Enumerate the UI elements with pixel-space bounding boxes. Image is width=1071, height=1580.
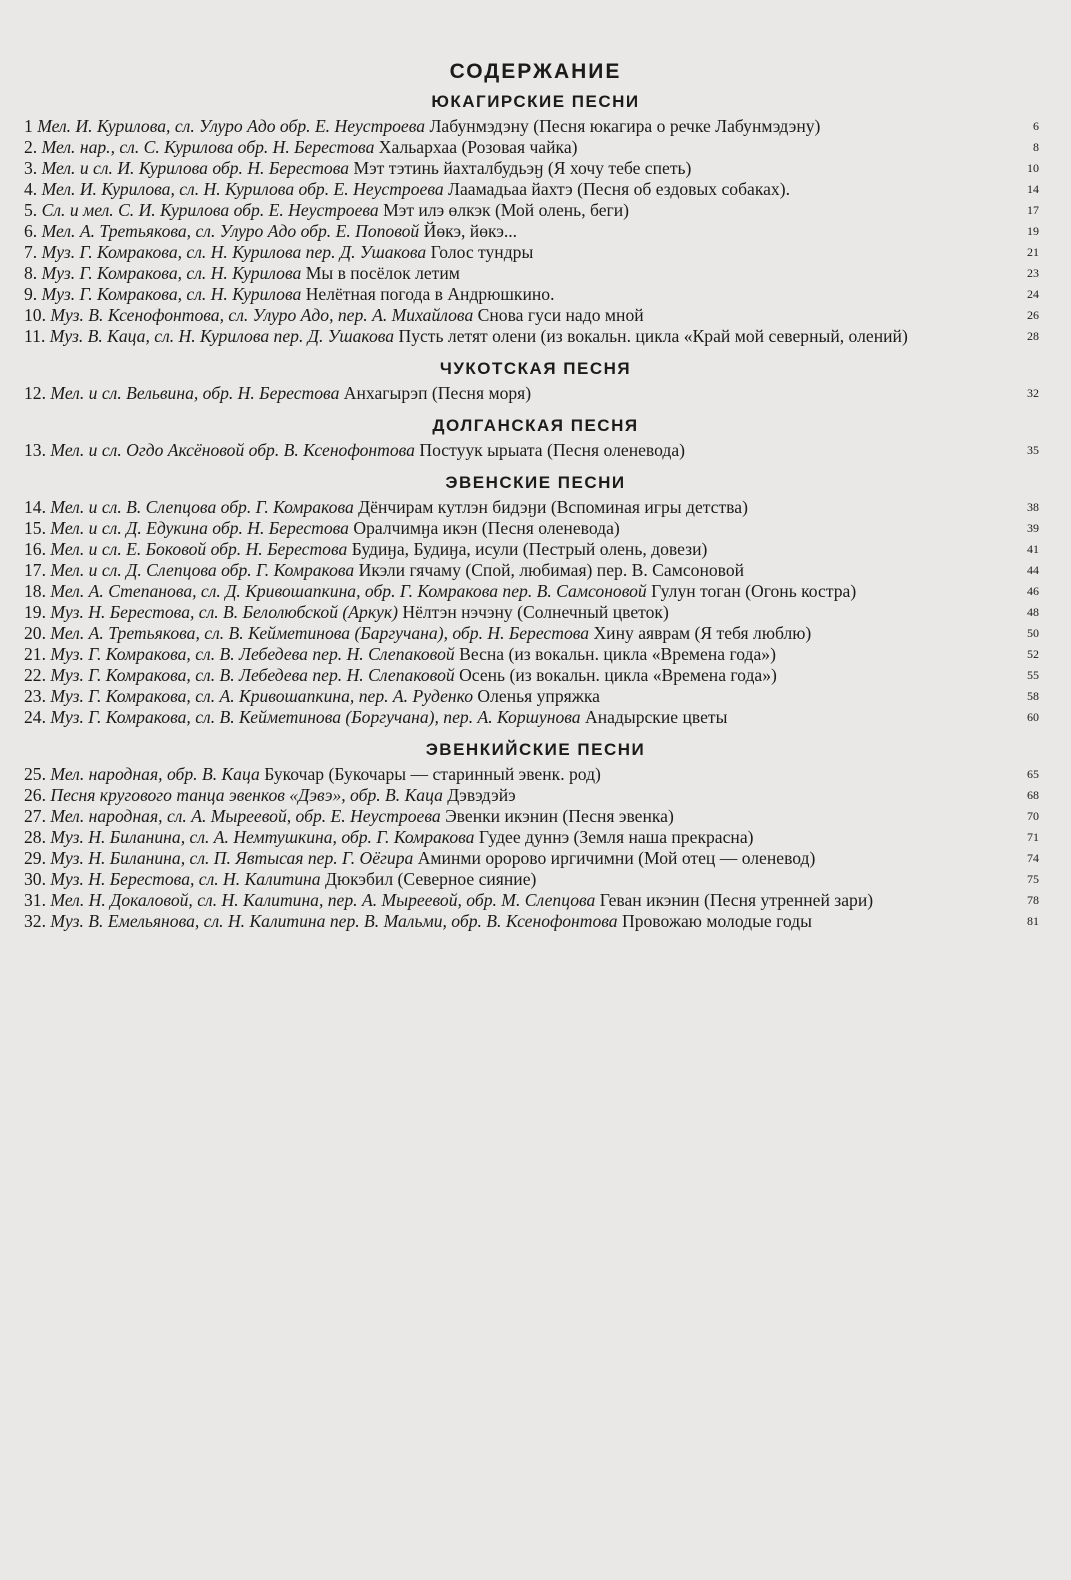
entry-page-number: 44 [1027,563,1039,577]
section-gap [0,404,1071,412]
entry-title: Хину аяврам (Я тебя люблю) [593,623,812,643]
entry-authors: Мел. А. Третьякова, сл. В. Кейметинова (Баргучана), обр. Н. Берестова [50,623,590,643]
entry-title: Голос тундры [430,242,534,262]
toc-entry [0,497,1071,518]
entry-authors: Муз. В. Ксенофонтова, сл. Улуро Адо, пер. А. Михайлова [50,305,474,325]
entry-title: Аминми оророво иргичимни (Мой отец — оленевод) [417,848,816,868]
entry-authors: Муз. Н. Биланина, сл. П. Явтысая пер. Г. Оёгира [50,848,414,868]
toc-entry [0,518,1071,539]
entry-title: Мы в посёлок летим [305,263,460,283]
toc-entry [0,890,1071,911]
entry-authors: Муз. Г. Комракова, сл. Н. Курилова пер. Д. Ушакова [41,242,427,262]
entry-page-number: 78 [1027,893,1039,907]
entry-number: 28. [24,827,46,847]
entry-number: 4. [24,179,38,199]
entry-authors: Муз. Н. Берестова, сл. В. Белолюбской (Аркук) [50,602,398,622]
entry-title: Дёнчирам кутлэн бидэӈи (Вспоминая игры детства) [358,497,748,517]
entry-number: 17. [24,560,46,580]
entry-number: 5. [24,200,38,220]
entry-authors: Муз. Г. Комракова, сл. В. Лебедева пер. Н. Слепаковой [50,665,455,685]
entry-number: 22. [24,665,46,685]
page-title: СОДЕРЖАНИЕ [449,60,622,83]
entry-title: Геван икэнин (Песня утренней зари) [599,890,874,910]
entry-authors: Мел. и сл. Огдо Аксёновой обр. В. Ксенофонтова [50,440,415,460]
entry-authors: Мел. А. Третьякова, сл. Улуро Адо обр. Е. Поповой [41,221,420,241]
entry-page-number: 50 [1027,626,1039,640]
toc-entry [0,665,1071,686]
toc-entry [0,284,1071,305]
entry-page-number: 6 [1033,119,1039,133]
entry-authors: Муз. Г. Комракова, сл. Н. Курилова [41,284,302,304]
entry-authors: Муз. Г. Комракова, сл. А. Кривошапкина, пер. А. Руденко [50,686,473,706]
section-heading: ДОЛГАНСКАЯ ПЕСНЯ [432,416,639,435]
entry-number: 10. [24,305,46,325]
entry-page-number: 58 [1027,689,1039,703]
toc-entry [0,158,1071,179]
entry-page-number: 81 [1027,914,1039,928]
entry-number: 6. [24,221,38,241]
entry-number: 19. [24,602,46,622]
entry-authors: Муз. Г. Комракова, сл. В. Кейметинова (Боргучана), пер. А. Коршунова [50,707,581,727]
entry-number: 32. [24,911,46,931]
entry-title: Мэт илэ өлкэк (Мой олень, беги) [383,200,630,220]
entry-page-number: 48 [1027,605,1039,619]
entry-number: 15. [24,518,46,538]
toc-entry [0,383,1071,404]
entry-authors: Мел. народная, обр. В. Каца [50,764,260,784]
section-gap [0,461,1071,469]
entry-page-number: 17 [1027,203,1039,217]
entry-title: Мэт тэтинь йахталбудьэӈ (Я хочу тебе спеть) [353,158,692,178]
entry-title: Анадырские цветы [585,707,728,727]
toc-entry [0,602,1071,623]
entry-page-number: 71 [1027,830,1039,844]
entry-title: Йөкэ, йөкэ... [423,221,518,241]
entry-page-number: 23 [1027,266,1039,280]
toc-entry [0,200,1071,221]
entry-title: Лаамадьаа йахтэ (Песня об ездовых собаках). [448,179,790,199]
entry-title: Эвенки икэнин (Песня эвенка) [445,806,674,826]
entry-authors: Мел. И. Курилова, сл. Улуро Адо обр. Е. Неустроева [37,116,426,136]
entry-number: 14. [24,497,46,517]
entry-number: 21. [24,644,46,664]
entry-authors: Мел. И. Курилова, сл. Н. Курилова обр. Е. Неустроева [41,179,444,199]
section-heading: ЧУКОТСКАЯ ПЕСНЯ [439,359,632,378]
entry-authors: Сл. и мел. С. И. Курилова обр. Е. Неустроева [41,200,379,220]
table-of-contents [0,60,1071,932]
toc-entry [0,116,1071,137]
entry-title: Лабунмэдэну (Песня юкагира о речке Лабунмэдэну) [429,116,821,136]
entry-number: 20. [24,623,46,643]
entry-page-number: 70 [1027,809,1039,823]
entry-authors: Мел. нар., сл. С. Курилова обр. Н. Берестова [41,137,375,157]
entry-page-number: 65 [1027,767,1039,781]
entry-title: Букочар (Букочары — старинный эвенк. род) [264,764,601,784]
entry-authors: Мел. А. Степанова, сл. Д. Кривошапкина, обр. Г. Комракова пер. В. Самсоновой [50,581,647,601]
entry-authors: Муз. Г. Комракова, сл. Н. Курилова [41,263,302,283]
entry-authors: Мел. и сл. Вельвина, обр. Н. Берестова [50,383,340,403]
entry-page-number: 26 [1027,308,1039,322]
entry-authors: Мел. Н. Докаловой, сл. Н. Калитина, пер. А. Мыреевой, обр. М. Слепцова [50,890,596,910]
entry-number: 31. [24,890,46,910]
toc-entry [0,848,1071,869]
entry-page-number: 55 [1027,668,1039,682]
entry-authors: Муз. В. Емельянова, сл. Н. Калитина пер. В. Мальми, обр. В. Ксенофонтова [50,911,618,931]
entry-title: Дэвэдэйэ [447,785,516,805]
entry-number: 12. [24,383,46,403]
section-heading: ЭВЕНКИЙСКИЕ ПЕСНИ [425,740,646,759]
entry-number: 27. [24,806,46,826]
toc-entry [0,326,1071,347]
entry-authors: Песня кругового танца эвенков «Дэвэ», обр. В. Каца [50,785,443,805]
toc-entry [0,869,1071,890]
entry-page-number: 74 [1027,851,1039,865]
entry-page-number: 8 [1033,140,1039,154]
entry-authors: Мел. и сл. Д. Едукина обр. Н. Берестова [50,518,349,538]
toc-entry [0,623,1071,644]
toc-entry [0,242,1071,263]
entry-number: 11. [24,326,46,346]
toc-entry [0,221,1071,242]
entry-authors: Мел. и сл. И. Курилова обр. Н. Берестова [41,158,350,178]
entry-page-number: 28 [1027,329,1039,343]
toc-entry [0,686,1071,707]
entry-page-number: 35 [1027,443,1039,457]
entry-title: Дюкэбил (Северное сияние) [324,869,537,889]
entry-number: 18. [24,581,46,601]
toc-entry [0,539,1071,560]
entry-number: 13. [24,440,46,460]
entry-number: 1 [24,116,33,136]
entry-page-number: 19 [1027,224,1039,238]
toc-entry [0,785,1071,806]
entry-authors: Мел. и сл. Д. Слепцова обр. Г. Комракова [50,560,355,580]
entry-number: 9. [24,284,38,304]
section-gap [0,728,1071,736]
entry-title: Оралчимӈа икэн (Песня оленевода) [353,518,620,538]
toc-entry [0,806,1071,827]
toc-entry [0,581,1071,602]
entry-authors: Муз. В. Каца, сл. Н. Курилова пер. Д. Ушакова [49,326,395,346]
entry-title: Постуук ырыата (Песня оленевода) [419,440,686,460]
section-heading: ЮКАГИРСКИЕ ПЕСНИ [431,92,640,111]
entry-page-number: 52 [1027,647,1039,661]
entry-page-number: 21 [1027,245,1039,259]
toc-sections [0,90,1071,932]
entry-title: Нёлтэн нэчэну (Солнечный цветок) [402,602,669,622]
entry-title: Провожаю молодые годы [622,911,812,931]
entry-authors: Муз. Н. Берестова, сл. Н. Калитина [50,869,321,889]
entry-page-number: 32 [1027,386,1039,400]
entry-authors: Мел. и сл. Е. Боковой обр. Н. Берестова [50,539,348,559]
entry-title: Хальархаа (Розовая чайка) [378,137,578,157]
entry-number: 3. [24,158,38,178]
entry-number: 25. [24,764,46,784]
entry-authors: Муз. Н. Биланина, сл. А. Немтушкина, обр. Г. Комракова [50,827,475,847]
toc-entry [0,560,1071,581]
toc-entry [0,137,1071,158]
toc-entry [0,827,1071,848]
entry-title: Анхагырэп (Песня моря) [343,383,532,403]
entry-title: Гулун тоган (Огонь костра) [651,581,857,601]
entry-page-number: 24 [1027,287,1039,301]
toc-entry [0,911,1071,932]
entry-title: Оленья упряжка [477,686,600,706]
entry-page-number: 10 [1027,161,1039,175]
entry-title: Нелётная погода в Андрюшкино. [305,284,555,304]
toc-entry [0,440,1071,461]
entry-number: 24. [24,707,46,727]
entry-number: 2. [24,137,38,157]
toc-entry [0,305,1071,326]
entry-number: 30. [24,869,46,889]
entry-page-number: 38 [1027,500,1039,514]
section-gap [0,347,1071,355]
entry-page-number: 60 [1027,710,1039,724]
entry-title: Снова гуси надо мной [477,305,644,325]
entry-number: 26. [24,785,46,805]
entry-page-number: 14 [1027,182,1039,196]
entry-title: Весна (из вокальн. цикла «Времена года») [459,644,776,664]
entry-number: 8. [24,263,38,283]
entry-title: Осень (из вокальн. цикла «Времена года») [459,665,777,685]
entry-title: Гудее дуннэ (Земля наша прекрасна) [478,827,754,847]
entry-authors: Мел. и сл. В. Слепцова обр. Г. Комракова [50,497,354,517]
entry-page-number: 75 [1027,872,1039,886]
toc-entry [0,263,1071,284]
entry-title: Икэли гячаму (Спой, любимая) пер. В. Самсоновой [358,560,745,580]
toc-entry [0,179,1071,200]
entry-title: Будиӈа, Будиӈа, исули (Пестрый олень, довези) [351,539,708,559]
toc-entry [0,644,1071,665]
entry-page-number: 41 [1027,542,1039,556]
entry-page-number: 68 [1027,788,1039,802]
entry-number: 23. [24,686,46,706]
section-heading: ЭВЕНСКИЕ ПЕСНИ [445,473,626,492]
toc-entry [0,707,1071,728]
entry-authors: Муз. Г. Комракова, сл. В. Лебедева пер. Н. Слепаковой [50,644,455,664]
entry-authors: Мел. народная, сл. А. Мыреевой, обр. Е. Неустроева [50,806,441,826]
entry-number: 7. [24,242,38,262]
entry-page-number: 46 [1027,584,1039,598]
entry-number: 29. [24,848,46,868]
entry-title: Пусть летят олени (из вокальн. цикла «Край мой северный, олений) [398,326,908,346]
toc-entry [0,764,1071,785]
entry-number: 16. [24,539,46,559]
entry-page-number: 39 [1027,521,1039,535]
